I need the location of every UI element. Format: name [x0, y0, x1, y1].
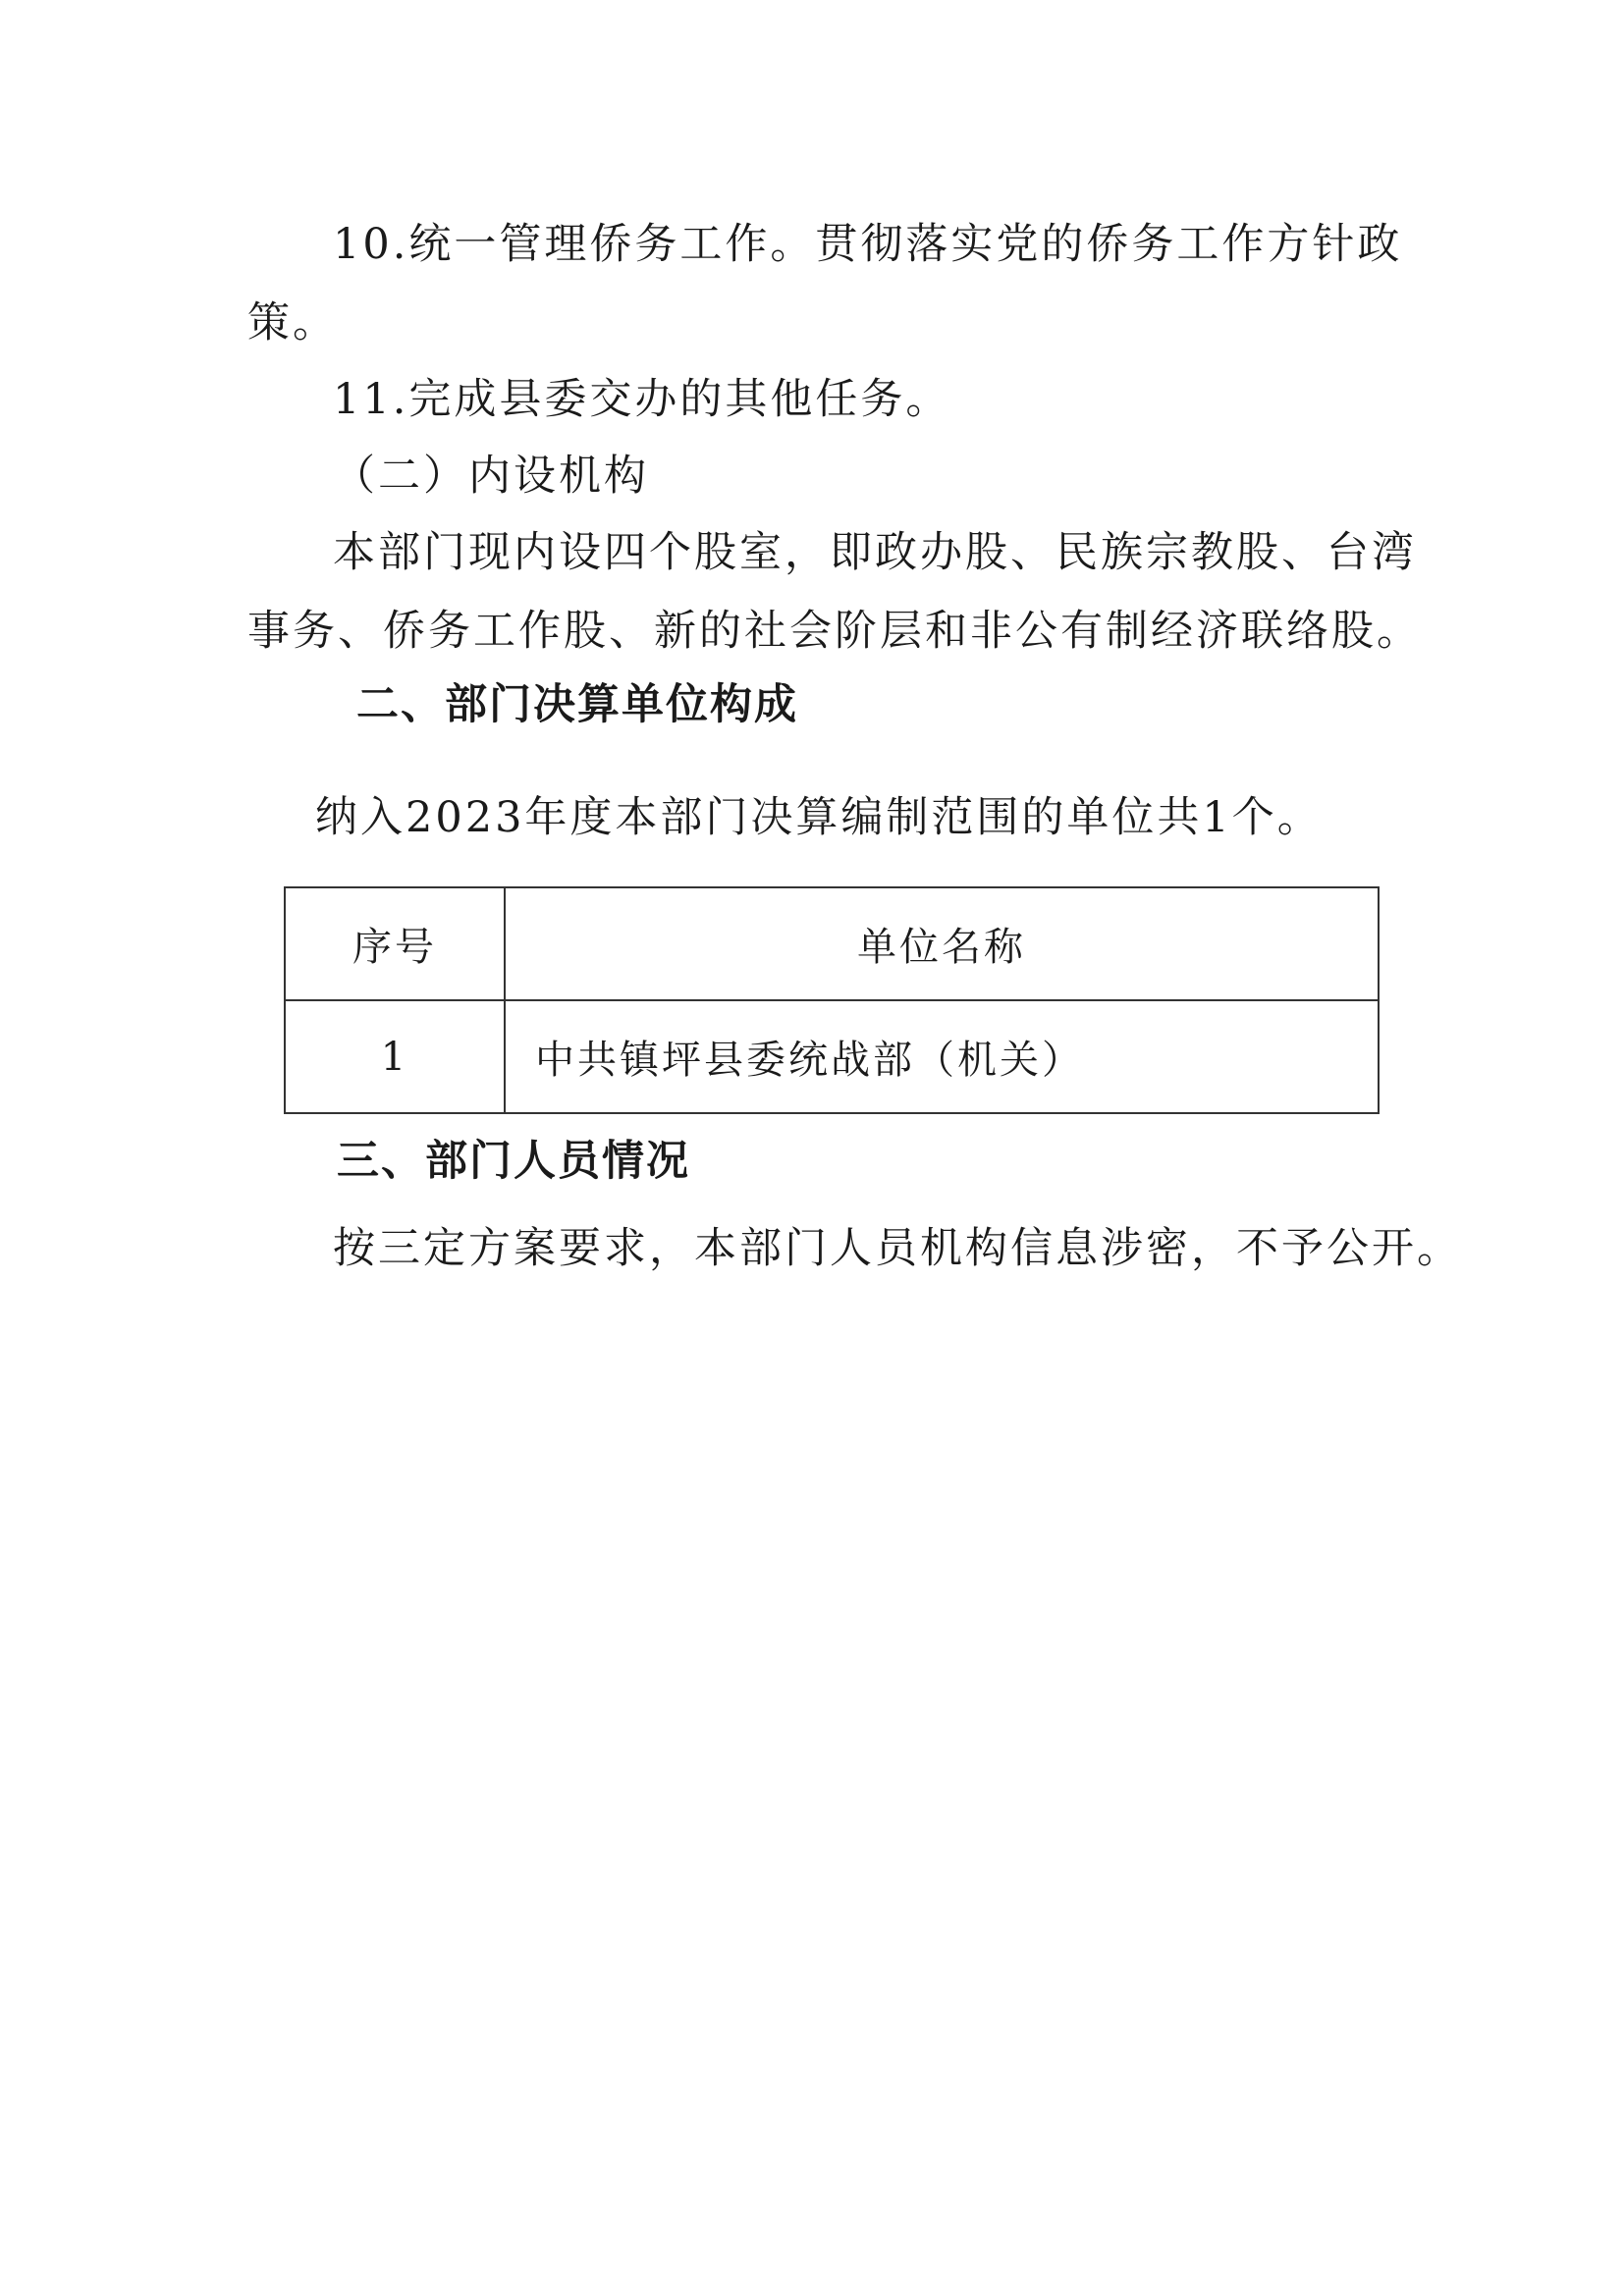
internal-structure-line-1: 本部门现内设四个股室，即政办股、民族宗教股、台湾 [333, 528, 1417, 577]
section-2-heading: 二、部门决算单位构成 [356, 680, 798, 729]
table-header-unit-name: 单位名称 [505, 887, 1379, 1000]
table-row [285, 1000, 1379, 1113]
internal-structure-line-2: 事务、侨务工作股、新的社会阶层和非公有制经济联络股。 [247, 607, 1422, 656]
item-10-line-1: 10.统一管理侨务工作。贯彻落实党的侨务工作方针政 [333, 220, 1403, 269]
table-header-row [285, 887, 1379, 1000]
section-3-heading: 三、部门人员情况 [337, 1137, 690, 1186]
item-10-line-2: 策。 [247, 298, 338, 347]
sub-heading-internal-structure: （二）内设机构 [333, 452, 649, 501]
table-header-seq: 序号 [285, 887, 505, 1000]
unit-table [284, 886, 1380, 1114]
section-2-intro: 纳入2023年度本部门决算编制范围的单位共1个。 [315, 793, 1323, 842]
table-cell-unit-name: 中共镇坪县委统战部（机关） [505, 1000, 1379, 1113]
table-cell-seq: 1 [285, 1000, 505, 1113]
section-3-text: 按三定方案要求，本部门人员机构信息涉密，不予公开。 [333, 1224, 1462, 1273]
item-11: 11.完成县委交办的其他任务。 [333, 375, 951, 424]
